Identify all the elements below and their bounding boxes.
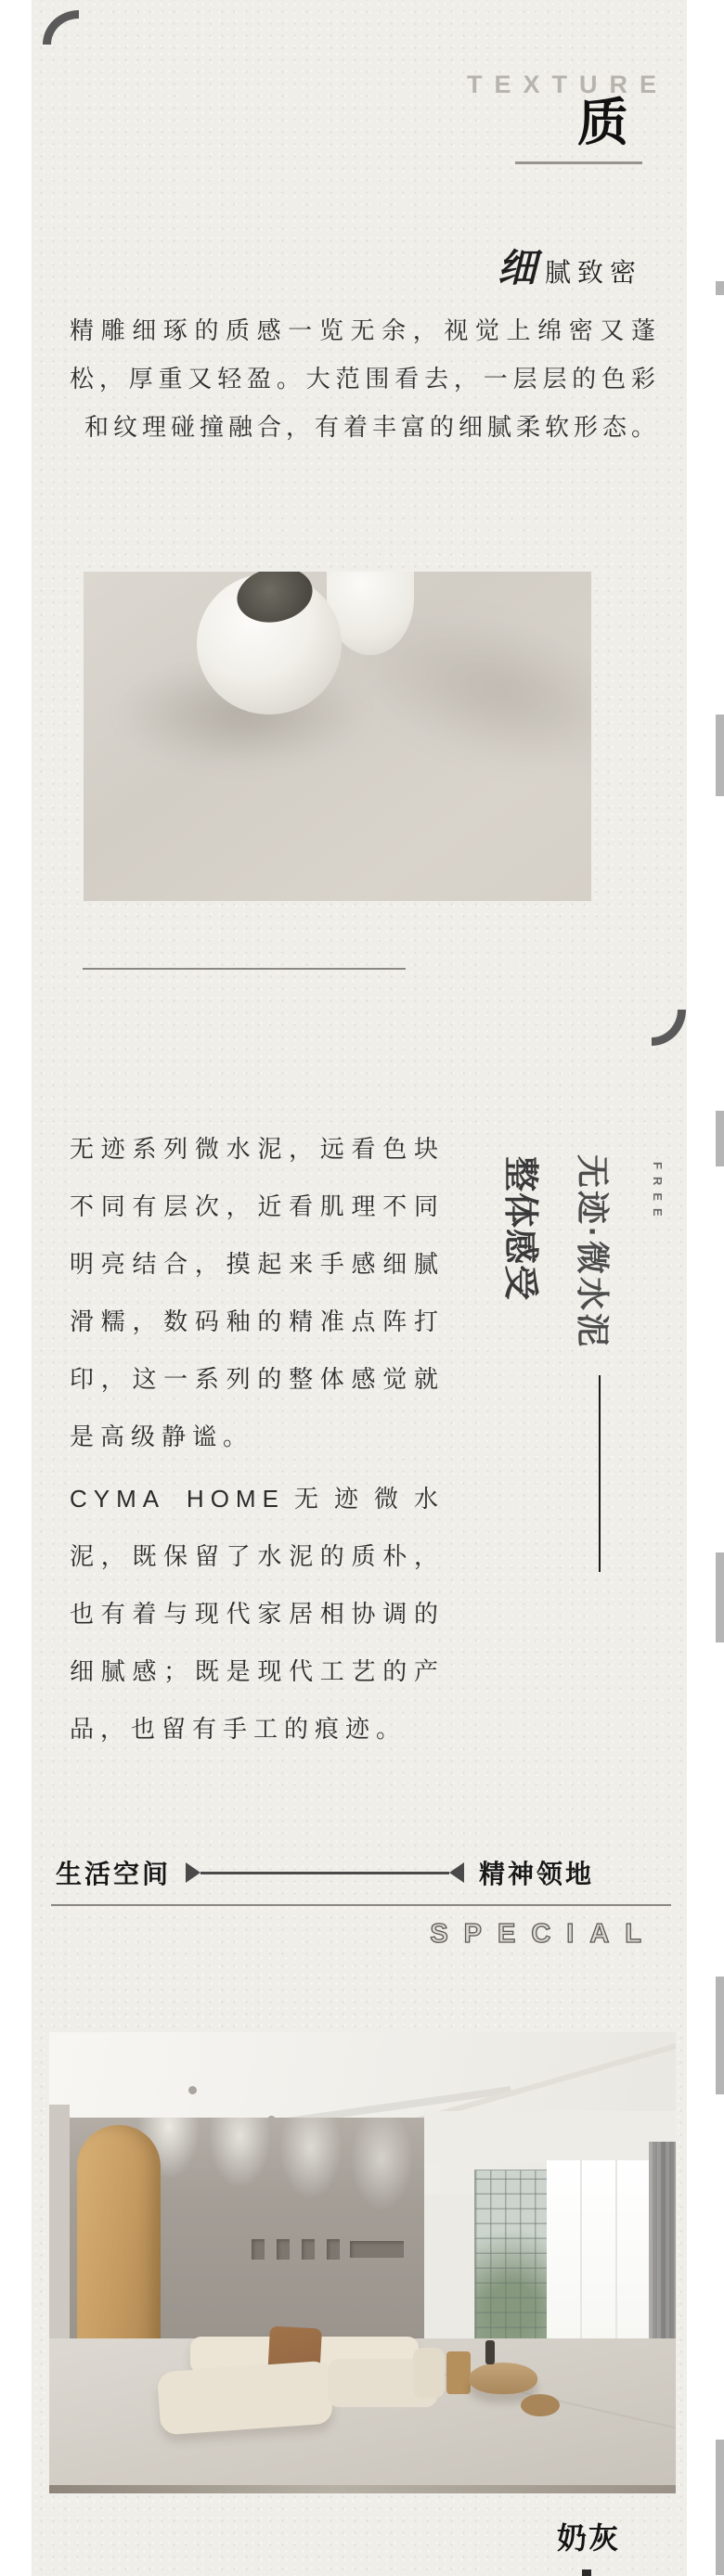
space-divider [56,1854,594,1891]
wall-niche [277,2239,290,2260]
texture-paragraph: 精雕细琢的质感一览无余，视觉上绵密又蓬松，厚重又轻盈。大范围看去，一层层的色彩和纹理碰撞融合，有着丰富的细腻柔软形态。 [70,316,660,441]
divider-right-label: 精神领地 [478,1860,594,1888]
divider-left-label: 生活空间 [56,1860,172,1888]
scrollbar-thumb[interactable] [716,1111,724,1166]
sofa-armrest [413,2348,445,2398]
living-room-photo[interactable] [49,2032,676,2493]
arrow-left-icon [449,1862,464,1883]
sofa-chaise [157,2361,333,2436]
scrollbar-thumb[interactable] [716,1977,724,2094]
lead-char: 细 [497,248,537,290]
vertical-title: 无迹·微水泥 [574,1154,612,1349]
section-rule [51,1904,671,1906]
wall-niche [327,2239,340,2260]
special-eyebrow: SPECIAL [430,1919,657,1949]
scrollbar-thumb[interactable] [716,2440,724,2575]
side-wall [424,2111,676,2162]
scrollbar-thumb[interactable] [716,1552,724,1642]
table-vase [485,2340,495,2364]
scrollbar-thumb[interactable] [716,281,724,295]
photo-bottom-edge [49,2485,676,2493]
divider-rule [200,1872,449,1874]
vertical-subtitle: 整体感受 [500,1156,539,1302]
round-stool [521,2394,560,2416]
side-wall [49,2105,70,2348]
downlight [188,2086,197,2094]
cropped-next-caption [582,2570,591,2576]
texture-eyebrow: TEXTURE [466,71,668,98]
vertical-rule [599,1375,601,1572]
vase-photo[interactable] [84,572,591,901]
feel-paragraph-1: 无迹系列微水泥，远看色块不同有层次，近看肌理不同明亮结合，摸起来手感细腻滑糯，数码釉的精准点阵打印，这一系列的整体感觉就是高级静谧。 [70,1135,445,1450]
wall-niche-wide [350,2241,404,2258]
free-tag: FREE [651,1162,665,1224]
divider-arrow-line [186,1862,464,1883]
section-title-zhi: 质 [577,94,629,151]
arrow-right-icon [186,1862,200,1883]
wood-side-table [446,2351,471,2394]
photo-underline [83,968,406,970]
wall-niche [252,2239,265,2260]
lead-phrase [353,238,642,293]
wall-niche [302,2239,315,2260]
color-caption: 奶灰 [556,2521,620,2555]
scrollbar-thumb[interactable] [716,715,724,796]
feel-paragraph-2: CYMA HOME无迹微水泥，既保留了水泥的质朴，也有着与现代家居相协调的细腻感；既是现代工艺的产品，也留有手工的痕迹。 [70,1485,445,1743]
heading-underline [515,161,642,164]
coffee-table [469,2363,537,2394]
lead-rest: 腻致密 [544,258,642,287]
